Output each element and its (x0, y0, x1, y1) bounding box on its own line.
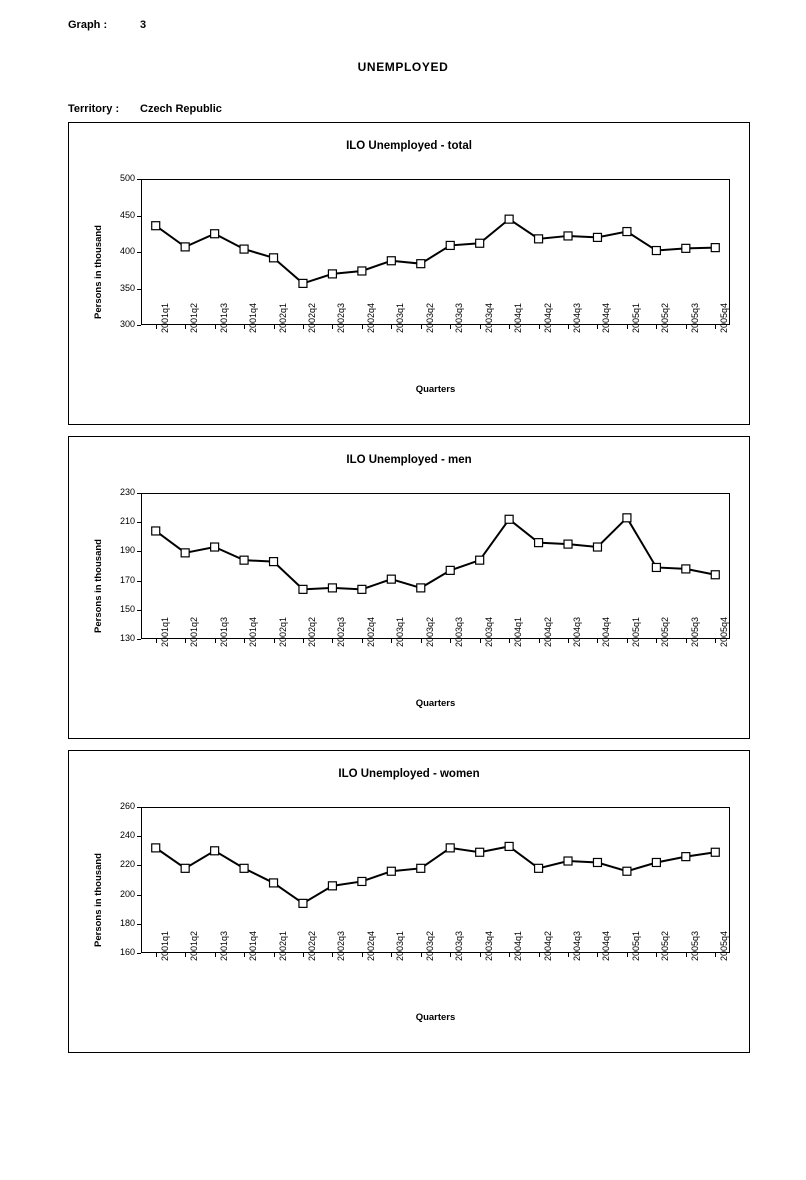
x-tick-label: 2004q4 (601, 616, 612, 647)
x-tick-label: 2004q1 (513, 616, 524, 647)
x-tick-label: 2003q1 (395, 302, 406, 333)
data-point-marker (711, 848, 719, 856)
x-tick-label: 2003q4 (483, 930, 494, 961)
x-tick-label: 2003q3 (454, 302, 465, 333)
x-tick-label: 2003q3 (454, 930, 465, 961)
x-tick-label: 2002q2 (306, 302, 317, 333)
x-tick-label: 2004q4 (601, 930, 612, 961)
y-tick-label: 170 (119, 574, 135, 585)
chart-panel-total (68, 122, 750, 425)
x-tick-label: 2004q1 (513, 930, 524, 961)
data-point-marker (652, 247, 660, 255)
plot-men (69, 437, 751, 740)
data-point-marker (387, 867, 395, 875)
x-tick-label: 2001q2 (189, 616, 200, 647)
data-point-marker (152, 222, 160, 230)
x-axis-label-women: Quarters (415, 1012, 456, 1023)
x-tick-label: 2004q2 (542, 302, 553, 333)
data-point-marker (152, 527, 160, 535)
data-point-marker (240, 556, 248, 564)
x-tick-label: 2001q2 (189, 302, 200, 333)
y-tick-label: 300 (119, 319, 135, 329)
y-tick-label: 260 (119, 801, 135, 811)
x-tick-label: 2001q1 (159, 616, 170, 647)
data-point-marker (476, 239, 484, 247)
data-point-marker (181, 549, 189, 557)
x-tick-label: 2002q1 (277, 930, 288, 961)
y-tick-label: 160 (119, 947, 135, 957)
x-tick-label: 2004q3 (572, 302, 583, 333)
x-tick-label: 2003q1 (395, 616, 406, 647)
data-point-marker (623, 867, 631, 875)
data-point-marker (476, 848, 484, 856)
x-axis-label-men: Quarters (415, 698, 456, 709)
chart-title-men: ILO Unemployed - men (346, 454, 472, 466)
data-point-marker (535, 864, 543, 872)
y-tick-label: 500 (119, 173, 135, 183)
y-axis-label-men: Persons in thousand (93, 539, 104, 633)
data-point-marker (417, 260, 425, 268)
data-point-marker (505, 515, 513, 523)
x-tick-label: 2003q3 (454, 616, 465, 647)
chart-title-total: ILO Unemployed - total (346, 140, 472, 152)
data-point-marker (564, 540, 572, 548)
x-tick-label: 2002q1 (277, 302, 288, 333)
data-point-marker (593, 233, 601, 241)
territory-label: Territory : (68, 103, 120, 115)
x-tick-label: 2002q1 (277, 616, 288, 647)
x-tick-label: 2002q3 (336, 616, 347, 647)
x-tick-label: 2001q3 (218, 616, 229, 647)
x-tick-label: 2001q2 (189, 930, 200, 961)
x-tick-label: 2004q4 (601, 302, 612, 333)
x-tick-label: 2002q4 (365, 302, 376, 333)
y-tick-label: 200 (119, 888, 135, 899)
data-point-marker (593, 858, 601, 866)
data-point-marker (564, 857, 572, 865)
data-point-marker (417, 584, 425, 592)
data-point-marker (387, 575, 395, 583)
y-tick-label: 240 (119, 830, 135, 841)
data-point-marker (328, 270, 336, 278)
x-tick-label: 2002q3 (336, 302, 347, 333)
x-tick-label: 2003q2 (424, 930, 435, 961)
data-point-marker (270, 254, 278, 262)
y-tick-label: 230 (119, 487, 135, 497)
x-tick-label: 2001q1 (159, 930, 170, 961)
data-point-marker (711, 244, 719, 252)
series-line-total (69, 123, 751, 426)
y-tick-label: 130 (119, 633, 135, 643)
data-point-marker (181, 243, 189, 251)
x-axis-label-total: Quarters (415, 384, 456, 395)
data-point-marker (299, 585, 307, 593)
y-tick-label: 190 (119, 545, 135, 556)
x-tick-label: 2005q2 (660, 930, 671, 961)
x-tick-label: 2002q3 (336, 930, 347, 961)
data-point-marker (328, 584, 336, 592)
data-point-marker (535, 539, 543, 547)
data-point-marker (535, 235, 543, 243)
x-tick-label: 2003q2 (424, 616, 435, 647)
x-tick-label: 2003q4 (483, 616, 494, 647)
y-tick-label: 220 (119, 859, 135, 870)
data-point-marker (505, 215, 513, 223)
series-line-women (69, 751, 751, 1054)
graph-number: 3 (140, 19, 147, 31)
x-tick-label: 2005q2 (660, 302, 671, 333)
x-tick-label: 2005q1 (630, 616, 641, 647)
x-tick-label: 2005q2 (660, 616, 671, 647)
data-point-marker (152, 844, 160, 852)
data-point-marker (417, 864, 425, 872)
x-tick-label: 2003q1 (395, 930, 406, 961)
data-point-marker (652, 858, 660, 866)
x-tick-label: 2004q2 (542, 930, 553, 961)
x-tick-label: 2001q4 (248, 616, 259, 647)
x-tick-label: 2002q4 (365, 930, 376, 961)
y-tick-label: 180 (119, 917, 135, 928)
data-point-marker (446, 844, 454, 852)
x-tick-label: 2001q3 (218, 302, 229, 333)
data-point-marker (623, 228, 631, 236)
x-tick-label: 2004q2 (542, 616, 553, 647)
data-point-marker (181, 864, 189, 872)
y-tick-label: 210 (119, 516, 135, 527)
x-tick-label: 2005q4 (719, 302, 730, 333)
data-point-marker (623, 514, 631, 522)
data-point-marker (270, 558, 278, 566)
y-tick-label: 150 (119, 603, 135, 614)
x-tick-label: 2004q1 (513, 302, 524, 333)
x-tick-label: 2001q4 (248, 930, 259, 961)
x-tick-label: 2002q2 (306, 930, 317, 961)
data-point-marker (682, 565, 690, 573)
chart-panel-women (68, 750, 750, 1053)
data-point-marker (270, 879, 278, 887)
territory-header (68, 103, 222, 115)
x-tick-label: 2002q4 (365, 616, 376, 647)
chart-title-women: ILO Unemployed - women (338, 768, 480, 780)
x-tick-label: 2005q4 (719, 930, 730, 961)
plot-total (69, 123, 751, 426)
x-tick-label: 2005q3 (689, 302, 700, 333)
data-point-marker (564, 232, 572, 240)
data-point-marker (211, 847, 219, 855)
page-title: UNEMPLOYED (357, 60, 449, 74)
plot-women (69, 751, 751, 1054)
y-tick-label: 400 (119, 246, 135, 256)
x-tick-label: 2001q4 (248, 302, 259, 333)
data-point-marker (358, 267, 366, 275)
x-tick-label: 2005q3 (689, 930, 700, 961)
x-tick-label: 2005q1 (630, 302, 641, 333)
y-tick-label: 350 (119, 282, 135, 293)
data-point-marker (446, 566, 454, 574)
territory-value: Czech Republic (140, 103, 222, 115)
data-point-marker (593, 543, 601, 551)
series-line-men (69, 437, 751, 740)
x-tick-label: 2004q3 (572, 930, 583, 961)
data-point-marker (387, 257, 395, 265)
y-tick-label: 450 (119, 209, 135, 220)
data-point-marker (299, 279, 307, 287)
data-point-marker (358, 877, 366, 885)
data-point-marker (358, 585, 366, 593)
x-tick-label: 2002q2 (306, 616, 317, 647)
x-tick-label: 2001q1 (159, 302, 170, 333)
y-axis-label-women: Persons in thousand (93, 853, 104, 947)
x-tick-label: 2004q3 (572, 616, 583, 647)
x-tick-label: 2005q1 (630, 930, 641, 961)
data-point-marker (682, 853, 690, 861)
graph-header (68, 19, 146, 31)
y-axis-label-total: Persons in thousand (93, 225, 104, 319)
x-tick-label: 2001q3 (218, 930, 229, 961)
data-point-marker (211, 230, 219, 238)
x-tick-label: 2003q2 (424, 302, 435, 333)
data-point-marker (505, 842, 513, 850)
data-point-marker (652, 563, 660, 571)
data-point-marker (299, 899, 307, 907)
data-point-marker (682, 244, 690, 252)
data-point-marker (446, 241, 454, 249)
x-tick-label: 2005q4 (719, 616, 730, 647)
graph-label: Graph : (68, 19, 108, 31)
chart-panel-men (68, 436, 750, 739)
data-point-marker (211, 543, 219, 551)
data-point-marker (240, 245, 248, 253)
data-point-marker (240, 864, 248, 872)
data-point-marker (711, 571, 719, 579)
x-tick-label: 2003q4 (483, 302, 494, 333)
x-tick-label: 2005q3 (689, 616, 700, 647)
data-point-marker (476, 556, 484, 564)
data-point-marker (328, 882, 336, 890)
